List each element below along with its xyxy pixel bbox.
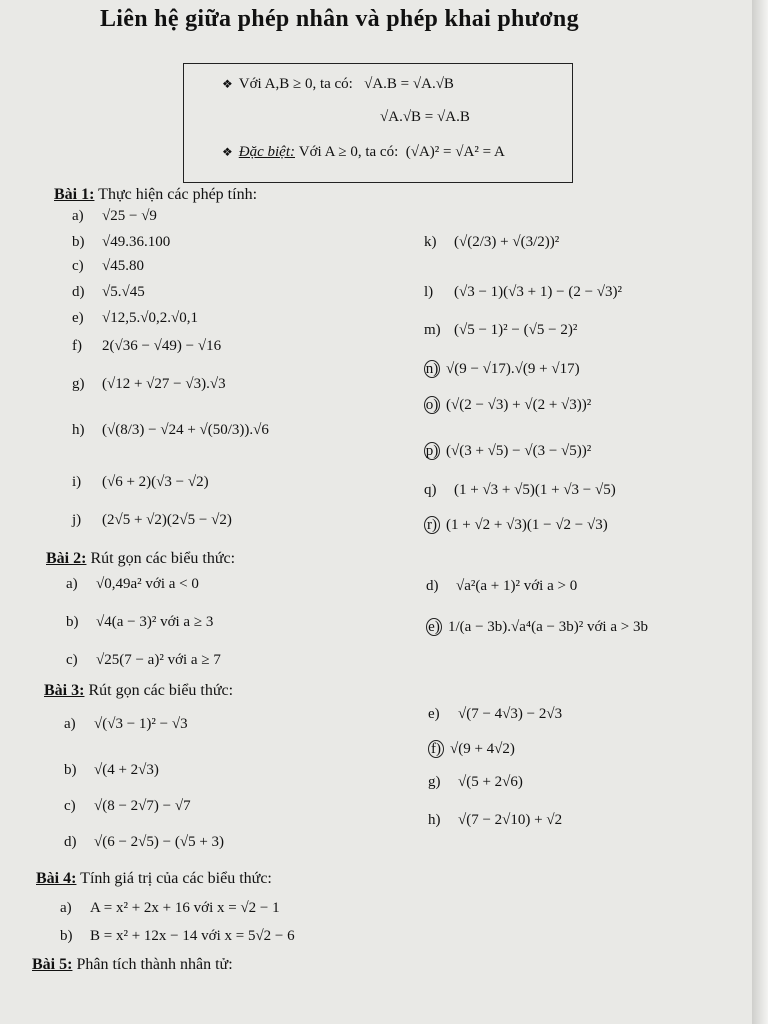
bai1-item-o: o) (√(2 − √3) + √(2 + √3))² [425,397,592,413]
bai2-heading: Bài 2: Rút gọn các biểu thức: [46,550,236,567]
bai1-item-g: g) (√12 + √27 − √3).√3 [72,376,226,392]
bai3-item-f: f) √(9 + 4√2) [428,740,515,758]
page-edge [752,0,768,1024]
diamond-bullet-icon: ❖ [222,145,233,159]
bai1-item-l: l) (√3 − 1)(√3 + 1) − (2 − √3)² [424,284,623,300]
diamond-bullet-icon: ❖ [222,77,233,91]
bai1-heading: Bài 1: Thực hiện các phép tính: [54,186,258,203]
bai3-item-e: e) √(7 − 4√3) − 2√3 [428,706,563,722]
bai1-item-q: q) (1 + √3 + √5)(1 + √3 − √5) [424,482,616,498]
bai2-item-b: b) √4(a − 3)² với a ≥ 3 [66,614,214,630]
bai2-item-c: c) √25(7 − a)² với a ≥ 7 [66,652,221,668]
bai1-item-i: i) (√6 + 2)(√3 − √2) [72,474,209,490]
bai3-item-g: g) √(5 + 2√6) [428,774,523,790]
box-line-3: ❖ Đặc biệt: Với A ≥ 0, ta có: (√A)² = √A² = A [222,144,505,160]
bai2-item-d: d) √a²(a + 1)² với a > 0 [426,578,578,594]
bai1-item-r: r) (1 + √2 + √3)(1 − √2 − √3) [424,516,608,534]
bai1-item-a: a) √25 − √9 [72,208,157,224]
bai1-item-j: j) (2√5 + √2)(2√5 − √2) [72,512,232,528]
bai3-heading: Bài 3: Rút gọn các biểu thức: [44,682,234,699]
bai2-item-a: a) √0,49a² với a < 0 [66,576,199,592]
bai3-item-d: d) √(6 − 2√5) − (√5 + 3) [64,834,225,850]
bai1-item-n: n) √(9 − √17).√(9 + √17) [425,361,580,377]
bai1-item-c: c) √45.80 [72,258,144,274]
box-line-2: √A.√B = √A.B [380,109,470,125]
bai1-item-b: b) √49.36.100 [72,234,171,250]
bai2-item-e: e) 1/(a − 3b).√a⁴(a − 3b)² với a > 3b [426,618,648,636]
bai1-item-p: p) (√(3 + √5) − √(3 − √5))² [425,443,592,459]
bai1-item-h: h) (√(8/3) − √24 + √(50/3)).√6 [72,422,269,438]
box-line-1: ❖ Với A,B ≥ 0, ta có: √A.B = √A.√B [222,76,454,92]
bai5-heading: Bài 5: Phân tích thành nhân tử: [32,956,233,973]
bai4-item-b: b) B = x² + 12x − 14 với x = 5√2 − 6 [60,928,295,944]
bai3-item-h: h) √(7 − 2√10) + √2 [428,812,563,828]
bai3-item-b: b) √(4 + 2√3) [64,762,159,778]
bai3-item-a: a) √(√3 − 1)² − √3 [64,716,188,732]
bai1-item-d: d) √5.√45 [72,284,145,300]
bai1-item-k: k) (√(2/3) + √(3/2))² [424,234,560,250]
formula-box [183,63,573,183]
bai3-item-c: c) √(8 − 2√7) − √7 [64,798,191,814]
bai4-heading: Bài 4: Tính giá trị của các biểu thức: [36,870,272,887]
bai1-item-m: m) (√5 − 1)² − (√5 − 2)² [424,322,578,338]
page-title: Liên hệ giữa phép nhân và phép khai phương [100,6,579,32]
bai4-item-a: a) A = x² + 2x + 16 với x = √2 − 1 [60,900,280,916]
bai1-item-f: f) 2(√36 − √49) − √16 [72,338,222,354]
bai1-item-e: e) √12,5.√0,2.√0,1 [72,310,198,326]
